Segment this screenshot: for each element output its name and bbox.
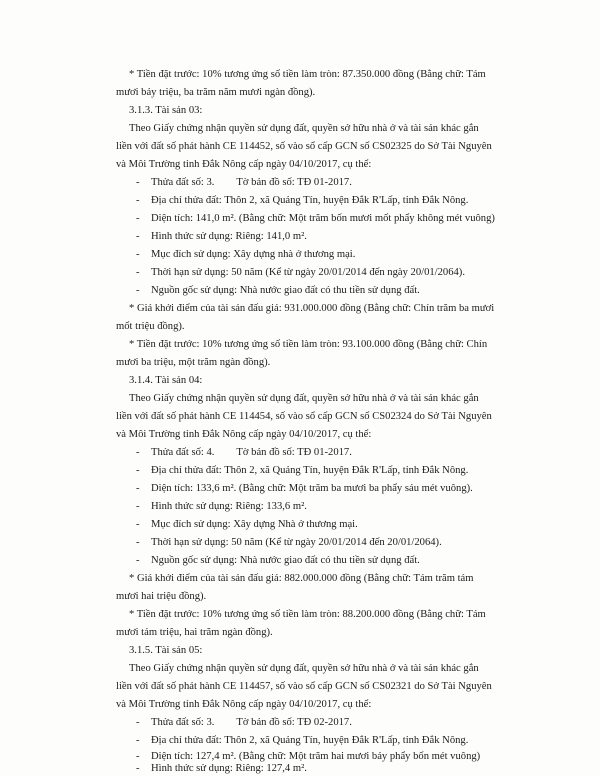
map-sheet: Tờ bản đồ số: TĐ 01-2017. xyxy=(236,447,352,458)
deposit-line-cont: mươi ba triệu, một trăm ngàn đồng). xyxy=(116,357,271,368)
address-text: Địa chỉ thửa đất: Thôn 2, xã Quảng Tín, huyện Đắk R'Lấp, tỉnh Đắk Nông. xyxy=(151,735,469,746)
deposit-line-cont: mươi bảy triệu, ba trăm năm mươi ngàn đồng). xyxy=(116,87,316,98)
bullet-dash: - xyxy=(136,763,140,774)
purpose-text: Mục đích sử dụng: Xây dựng nhà ở thương mại. xyxy=(151,249,356,260)
area-text: Diện tích: 141,0 m². (Bằng chữ: Một trăm bốn mươi mốt phẩy không mét vuông) xyxy=(151,213,495,224)
term-text: Thời hạn sử dụng: 50 năm (Kể từ ngày 20/01/2014 đến 20/01/2064). xyxy=(151,537,442,548)
bullet-parcel xyxy=(136,718,352,729)
certificate-paragraph: Theo Giấy chứng nhận quyền sử dụng đất, quyền sở hữu nhà ở và tài sản khác gắn xyxy=(129,393,479,404)
section-heading-asset-04: 3.1.4. Tài sản 04: xyxy=(129,375,203,386)
map-sheet: Tờ bản đồ số: TĐ 01-2017. xyxy=(236,177,352,188)
bullet-usage-form xyxy=(136,502,307,513)
starting-price-line-cont: mươi hai triệu đồng). xyxy=(116,591,207,602)
bullet-dash: - xyxy=(136,501,140,512)
bullet-area xyxy=(136,752,480,763)
bullet-dash: - xyxy=(136,537,140,548)
bullet-purpose xyxy=(136,520,358,531)
bullet-purpose xyxy=(136,250,355,261)
origin-text: Nguồn gốc sử dụng: Nhà nước giao đất có thu tiền sử dụng đất. xyxy=(151,555,420,566)
purpose-text: Mục đích sử dụng: Xây dựng Nhà ở thương mại. xyxy=(151,519,358,530)
bullet-dash: - xyxy=(136,483,140,494)
deposit-line-cont: mươi tám triệu, hai trăm ngàn đồng). xyxy=(116,627,273,638)
deposit-line: * Tiền đặt trước: 10% tương ứng số tiền làm tròn: 93.100.000 đồng (Bằng chữ: Chín xyxy=(129,339,488,350)
bullet-parcel xyxy=(136,448,352,459)
bullet-address xyxy=(136,466,468,477)
deposit-line: * Tiền đặt trước: 10% tương ứng số tiền làm tròn: 88.200.000 đồng (Bằng chữ: Tám xyxy=(129,609,486,620)
parcel-number: Thửa đất số: 3. xyxy=(151,717,215,728)
bullet-address xyxy=(136,736,468,747)
section-heading-asset-03: 3.1.3. Tài sản 03: xyxy=(129,105,203,116)
parcel-number: Thửa đất số: 3. xyxy=(151,177,215,188)
bullet-dash: - xyxy=(136,267,140,278)
certificate-paragraph-cont: và Môi Trường tỉnh Đắk Nông cấp ngày 04/10/2017, cụ thể: xyxy=(116,159,372,170)
term-text: Thời hạn sử dụng: 50 năm (Kể từ ngày 20/01/2014 đến ngày 20/01/2064). xyxy=(151,267,465,278)
usage-form-text: Hình thức sử dụng: Riêng: 141,0 m². xyxy=(151,231,307,242)
bullet-dash: - xyxy=(136,213,140,224)
certificate-paragraph: Theo Giấy chứng nhận quyền sử dụng đất, quyền sở hữu nhà ở và tài sản khác gắn xyxy=(129,123,479,134)
bullet-dash: - xyxy=(136,465,140,476)
starting-price-line: * Giá khởi điểm của tài sản đấu giá: 931.000.000 đồng (Bằng chữ: Chín trăm ba mươi xyxy=(129,303,495,314)
bullet-dash: - xyxy=(136,285,140,296)
bullet-usage-form xyxy=(136,764,307,775)
bullet-area xyxy=(136,484,473,495)
section-heading-asset-05: 3.1.5. Tài sản 05: xyxy=(129,645,203,656)
certificate-paragraph-cont: và Môi Trường tỉnh Đắk Nông cấp ngày 04/10/2017, cụ thể: xyxy=(116,699,372,710)
bullet-dash: - xyxy=(136,177,140,188)
starting-price-line: * Giá khởi điểm của tài sản đấu giá: 882.000.000 đồng (Bằng chữ: Tám trăm tám xyxy=(129,573,474,584)
certificate-paragraph-cont: liền với đất số phát hành CE 114457, số vào sổ cấp GCN số CS02321 do Sở Tài Nguyên xyxy=(116,681,492,692)
bullet-dash: - xyxy=(136,249,140,260)
bullet-dash: - xyxy=(136,231,140,242)
bullet-dash: - xyxy=(136,751,140,762)
usage-form-text: Hình thức sử dụng: Riêng: 133,6 m². xyxy=(151,501,307,512)
bullet-dash: - xyxy=(136,555,140,566)
bullet-dash: - xyxy=(136,195,140,206)
usage-form-text: Hình thức sử dụng: Riêng: 127,4 m². xyxy=(151,763,307,774)
bullet-dash: - xyxy=(136,519,140,530)
bullet-address xyxy=(136,196,468,207)
starting-price-line-cont: mốt triệu đồng). xyxy=(116,321,185,332)
bullet-dash: - xyxy=(136,717,140,728)
area-text: Diện tích: 133,6 m². (Bằng chữ: Một trăm ba mươi ba phẩy sáu mét vuông). xyxy=(151,483,473,494)
bullet-dash: - xyxy=(136,447,140,458)
parcel-number: Thửa đất số: 4. xyxy=(151,447,215,458)
bullet-origin xyxy=(136,556,420,567)
area-text: Diện tích: 127,4 m². (Bằng chữ: Một trăm hai mươi bảy phẩy bốn mét vuông) xyxy=(151,751,481,762)
bullet-area xyxy=(136,214,495,225)
bullet-dash: - xyxy=(136,735,140,746)
address-text: Địa chỉ thửa đất: Thôn 2, xã Quảng Tín, huyện Đắk R'Lấp, tỉnh Đắk Nông. xyxy=(151,195,469,206)
bullet-term xyxy=(136,268,465,279)
bullet-parcel xyxy=(136,178,352,189)
certificate-paragraph-cont: liền với đất số phát hành CE 114452, số vào sổ cấp GCN số CS02325 do Sở Tài Nguyên xyxy=(116,141,492,152)
bullet-usage-form xyxy=(136,232,307,243)
deposit-line: * Tiền đặt trước: 10% tương ứng số tiền làm tròn: 87.350.000 đồng (Bằng chữ: Tám xyxy=(129,69,486,80)
certificate-paragraph-cont: liền với đất số phát hành CE 114454, số vào sổ cấp GCN số CS02324 do Sở Tài Nguyên xyxy=(116,411,492,422)
address-text: Địa chỉ thửa đất: Thôn 2, xã Quảng Tín, huyện Đắk R'Lấp, tỉnh Đắk Nông. xyxy=(151,465,469,476)
map-sheet: Tờ bản đồ số: TĐ 02-2017. xyxy=(236,717,352,728)
bullet-term xyxy=(136,538,442,549)
bullet-origin xyxy=(136,286,420,297)
origin-text: Nguồn gốc sử dụng: Nhà nước giao đất có thu tiền sử dụng đất. xyxy=(151,285,420,296)
certificate-paragraph-cont: và Môi Trường tỉnh Đắk Nông cấp ngày 04/10/2017, cụ thể: xyxy=(116,429,372,440)
certificate-paragraph: Theo Giấy chứng nhận quyền sử dụng đất, quyền sở hữu nhà ở và tài sản khác gắn xyxy=(129,663,479,674)
